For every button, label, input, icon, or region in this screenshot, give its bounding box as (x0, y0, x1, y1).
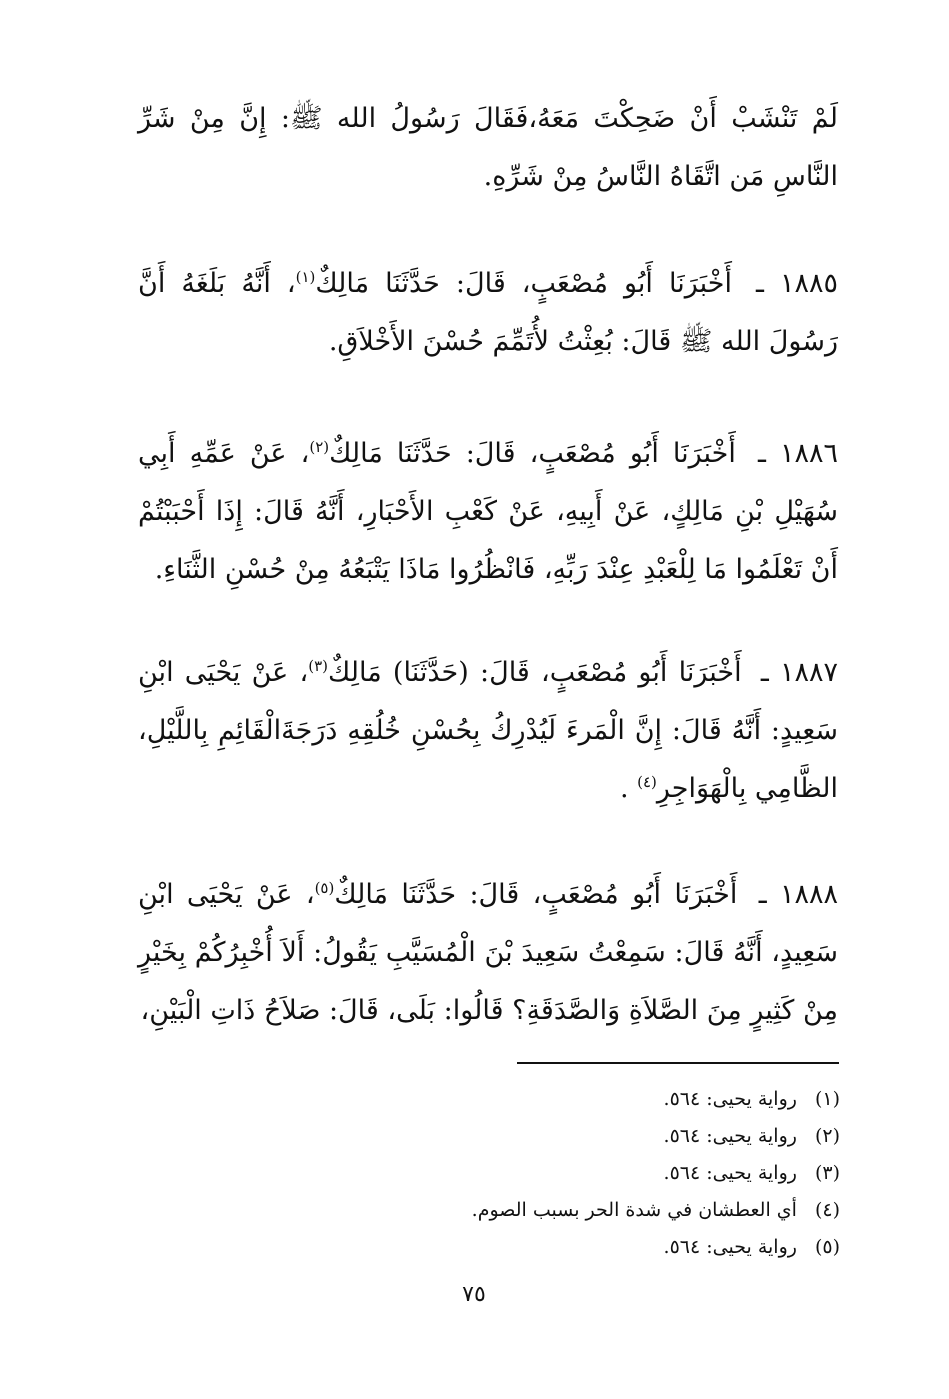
footnote-divider (517, 1062, 839, 1064)
hadith-1887 (138, 644, 838, 818)
footnote-text: رواية يحيى: ٥٦٤. (663, 1088, 797, 1110)
hadith-1888 (138, 866, 838, 1040)
paragraph-continuation (138, 90, 838, 206)
hadith-number: ١٨٨٥ ـ (756, 268, 838, 299)
hadith-1886 (138, 425, 838, 599)
hadith-text: أَخْبَرَنَا أَبُو مُصْعَبٍ، قَالَ: حَدَّثَنَا مَالِكٌ (334, 879, 738, 910)
footnote-ref[interactable]: (٤) (637, 773, 657, 791)
footnote-text: رواية يحيى: ٥٦٤. (663, 1162, 797, 1184)
footnote-item (300, 1229, 840, 1266)
footnote-text: أي العطشان في شدة الحر بسبب الصوم. (471, 1199, 797, 1221)
footnote-item (300, 1081, 840, 1118)
hadith-text-cont: ، عَنْ يَحْيَى ابْنِ سَعِيدٍ: أَنَّهُ قَالَ: إِنَّ الْمَرءَ لَيُدْرِكُ بِحُسْنِ خُلُقِهِ دَرَجَةَالْقَائِمِ بِاللَّيْلِ، الظَّامِي بِالْهَوَاجِرِ (138, 657, 838, 804)
footnote-text: رواية يحيى: ٥٦٤. (663, 1125, 797, 1147)
footnote-text: رواية يحيى: ٥٦٤. (663, 1236, 797, 1258)
footnote-item (300, 1192, 840, 1229)
footnote-ref[interactable]: (٥) (314, 879, 335, 897)
hadith-text-cont: ، عَنْ يَحْيَى ابْنِ سَعِيدٍ، أَنَّهُ قَالَ: سَمِعْتُ سَعِيدَ بْنَ الْمُسَيَّبِ يَقُولُ: أَلاَ أُخْبِرُكُمْ بِخَيْرٍ مِنْ كَثِيرٍ مِنَ الصَّلاَةِ وَالصَّدَقَةِ؟ قَالُوا: بَلَى، قَالَ: صَلاَحُ ذَاتِ الْبَيْنِ، (138, 879, 838, 1026)
hadith-text-cont: ، عَنْ عَمِّهِ أَبِي سُهَيْلِ بْنِ مَالِكٍ، عَنْ أَبِيهِ، عَنْ كَعْبِ الأَحْبَارِ، أَنَّهُ قَالَ: إِذَا أَحْبَبْتُمْ أَنْ تَعْلَمُوا مَا لِلْعَبْدِ عِنْدَ رَبِّهِ، فَانْظُرُوا مَاذَا يَتْبَعُهُ مِنْ حُسْنِ الثَّنَاءِ. (138, 438, 838, 585)
footnote-number: (٥) (814, 1236, 840, 1258)
hadith-number: ١٨٨٨ ـ (758, 879, 838, 910)
footnote-ref[interactable]: (١) (295, 268, 316, 286)
footnote-number: (١) (814, 1088, 840, 1110)
footnote-number: (٤) (814, 1199, 840, 1221)
footnote-item (300, 1155, 840, 1192)
footnotes (300, 1081, 840, 1266)
footnote-ref[interactable]: (٢) (309, 438, 330, 456)
footnote-ref[interactable]: (٣) (308, 657, 329, 675)
hadith-number: ١٨٨٧ ـ (760, 657, 838, 688)
page-number: ٧٥ (462, 1282, 486, 1307)
hadith-number: ١٨٨٦ ـ (757, 438, 838, 469)
footnote-item (300, 1118, 840, 1155)
hadith-text: أَخْبَرَنَا أَبُو مُصْعَبٍ، قَالَ: حَدَّثَنَا مَالِكٌ (315, 268, 732, 299)
footnote-number: (٣) (814, 1162, 840, 1184)
hadith-text: أَخْبَرَنَا أَبُو مُصْعَبٍ، قَالَ: حَدَّثَنَا مَالِكٌ (329, 438, 736, 469)
footnote-number: (٢) (814, 1125, 840, 1147)
hadith-text: أَخْبَرَنَا أَبُو مُصْعَبٍ، قَالَ: (حَدَّثَنَا) مَالِكٌ (328, 657, 742, 688)
paragraph-text: لَمْ تَنْشَبْ أَنْ ضَحِكْتَ مَعَهُ،فَقَالَ رَسُولُ الله ﷺ: إِنَّ مِنْ شَرِّ النَّاسِ مَن اتَّقَاهُ النَّاسُ مِنْ شَرِّهِ. (138, 103, 838, 192)
hadith-1885 (138, 255, 838, 371)
hadith-text-end: . (619, 773, 638, 804)
hadith-text-cont: ، أَنَّهُ بَلَغَهُ أَنَّ رَسُولَ الله ﷺ قَالَ: بُعِثْتُ لأُتَمِّمَ حُسْنَ الأَخْلاَقِ. (138, 268, 838, 357)
